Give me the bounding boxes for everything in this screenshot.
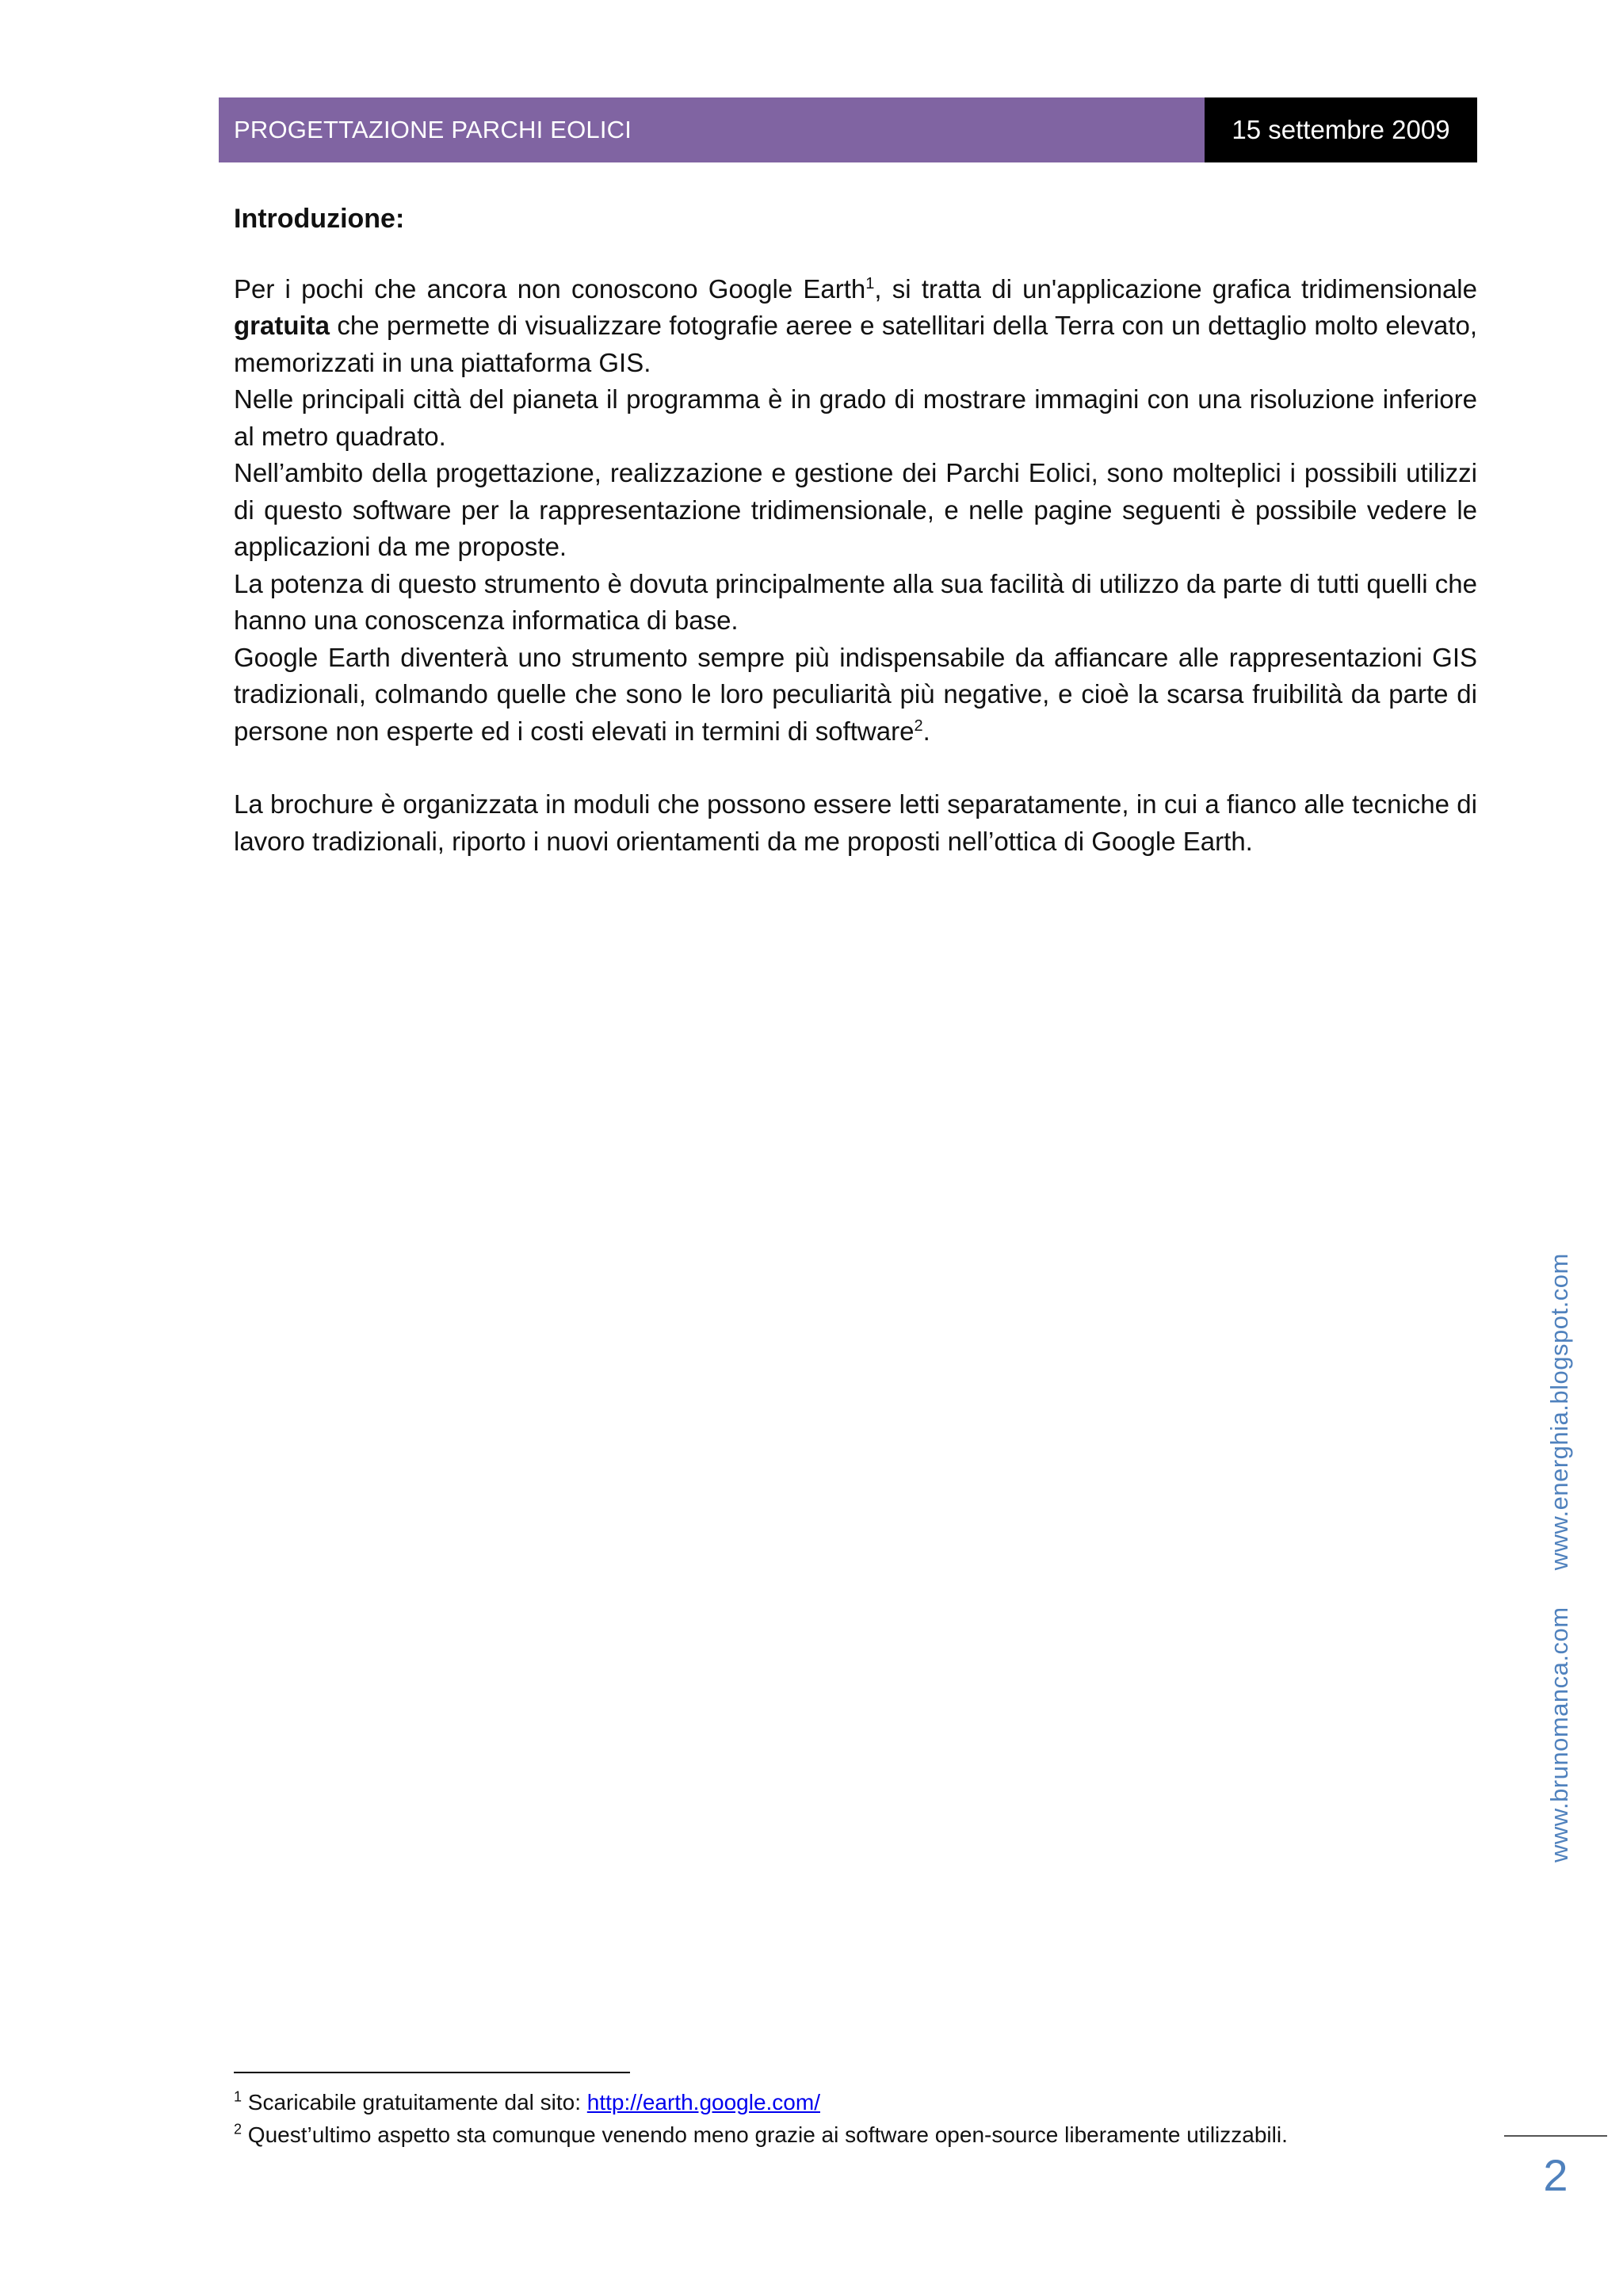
paragraph-intro-text-2: , si tratta di un'applicazione grafica tridimensionale: [874, 273, 1477, 304]
footnote-2: [234, 2118, 1486, 2151]
document-date: 15 settembre 2009: [1205, 97, 1477, 162]
paragraph-intro-text-1: Per i pochi che ancora non conoscono Google Earth: [234, 273, 866, 304]
paragraph-intro-bold: gratuita: [234, 311, 330, 340]
footnote-2-mark: 2: [234, 2121, 242, 2137]
sidebar-websites: [1545, 1253, 1574, 1862]
main-content: [234, 201, 1477, 860]
paragraph-gis: [234, 640, 1477, 751]
page-number: 2: [1543, 2150, 1568, 2200]
page-number-rule: [1504, 2135, 1607, 2137]
footnote-1: [234, 2086, 1486, 2118]
footnote-1-mark: 1: [234, 2088, 242, 2105]
paragraph-resolution: Nelle principali città del pianeta il programma è in grado di mostrare immagini con una risoluzione inferiore al metro quadrato.: [234, 384, 1477, 451]
google-earth-link[interactable]: http://earth.google.com/: [586, 2090, 820, 2115]
footnote-1-text: Scaricabile gratuitamente dal sito:: [242, 2090, 587, 2115]
paragraph-ease-of-use: La potenza di questo strumento è dovuta principalmente alla sua facilità di utilizzo da parte di tutti quelli che hanno una conoscenza informatica di base.: [234, 568, 1477, 635]
paragraph-brochure: La brochure è organizzata in moduli che possono essere letti separatamente, in cui a fianco alle tecniche di lavoro tradizionali, riporto i nuovi orientamenti da me proposti nell’ottica di Google Earth.: [234, 789, 1477, 856]
document-title: PROGETTAZIONE PARCHI EOLICI: [219, 97, 1205, 162]
footnote-2-text: Quest’ultimo aspetto sta comunque venendo meno grazie ai software open-source liberamente utilizzabili.: [242, 2122, 1288, 2147]
paragraph-intro: [234, 271, 1477, 382]
paragraph-wind-farms: Nell’ambito della progettazione, realizzazione e gestione dei Parchi Eolici, sono molteplici i possibili utilizzi di questo software per la rappresentazione tridimensionale, e nelle pagine seguenti è possibile vedere le applicazioni da me proposte.: [234, 458, 1477, 561]
paragraph-gis-text-2: .: [922, 716, 930, 746]
section-heading: Introduzione:: [234, 204, 405, 234]
footnote-ref-1: 1: [865, 274, 875, 292]
paragraph-gis-text-1: Google Earth diventerà uno strumento sempre più indispensabile da affiancare alle rappresentazioni GIS tradizionali, colmando quelle che sono le loro peculiarità più negative, e cioè la scarsa fruibilità da parte di persone non esperte ed i costi elevati in termini di software: [234, 642, 1477, 746]
footnotes: [234, 2086, 1486, 2151]
paragraph-intro-text-3: che permette di visualizzare fotografie aeree e satellitari della Terra con un dettaglio molto elevato, memorizzati in una piattaforma GIS.: [234, 311, 1477, 377]
website-energhia: www.energhia.blogspot.com: [1545, 1253, 1573, 1571]
page-header: [219, 97, 1477, 162]
footnote-separator: [234, 2072, 630, 2073]
website-brunomanca: www.brunomanca.com: [1545, 1606, 1573, 1862]
footnote-ref-2: 2: [914, 716, 923, 735]
